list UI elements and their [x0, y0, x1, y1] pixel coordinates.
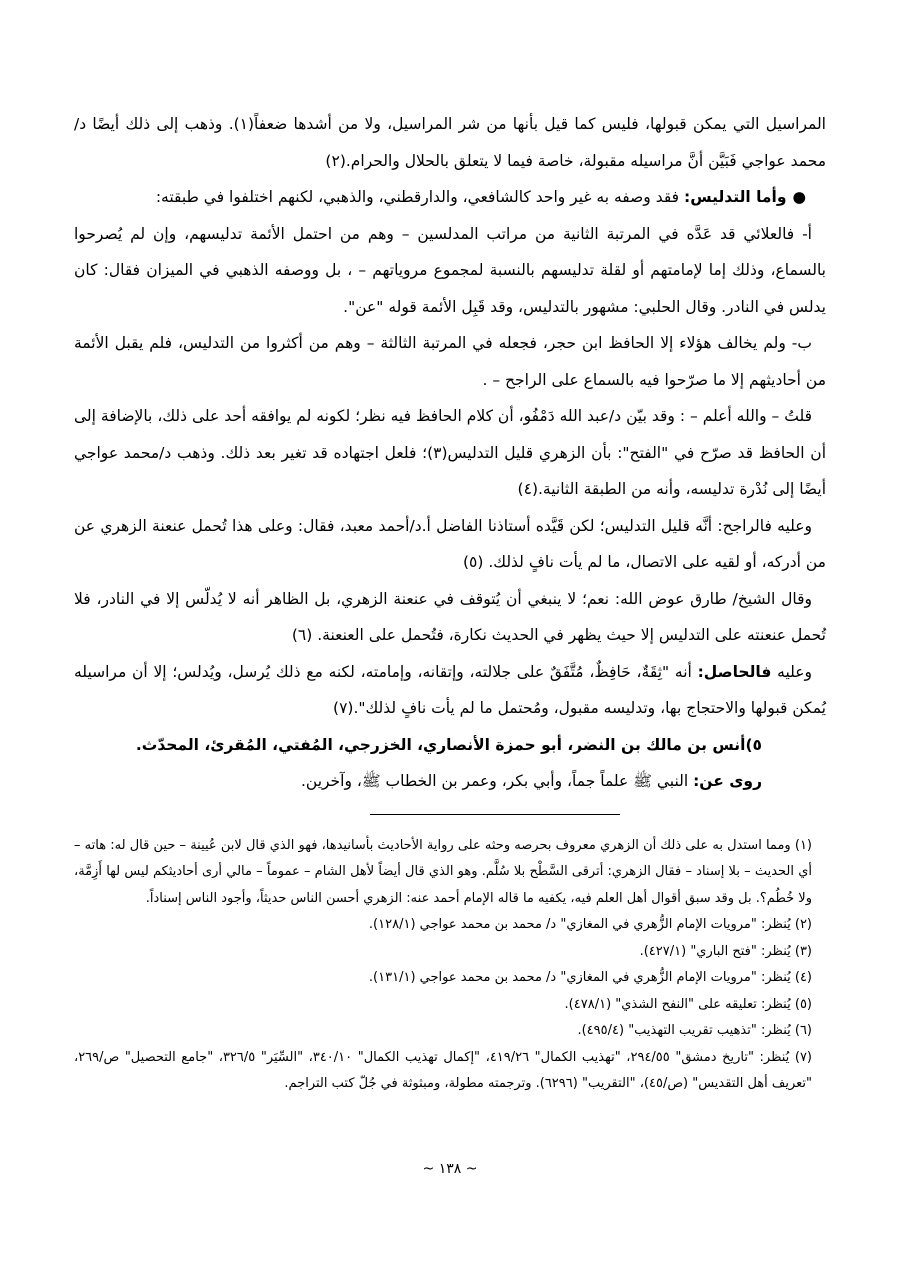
- narrated-text: النبي ﷺ علماً جماً، وأبي بكر، وعمر بن الخطاب ﷺ، وآخرين.: [300, 772, 694, 790]
- hasil-lead: فالحاصل:: [697, 662, 772, 681]
- page-number: ~ ١٣٨ ~: [422, 1161, 478, 1177]
- paragraph-alai: أ- فالعلائي قد عَدَّه في المرتبة الثانية من مراتب المدلسين – وهم من احتمل الأئمة تدليسهم، وإن لم يُصرحوا بالسماع، وذلك إما لإمامتهم أو لقلة تدليسهم بالنسبة لمجموع مروياتهم – ، بل ووصفه الذهبي في الميزان فقال: كان يدلس في النادر. وقال الحلبي: مشهور بالتدليس، وقد قَبِل الأئمة قوله "عن".: [74, 224, 826, 316]
- bullet-icon: ●: [792, 188, 806, 206]
- paragraph-tadlis: [74, 179, 826, 216]
- paragraph-hasil: [74, 654, 826, 727]
- footnotes: [74, 833, 826, 1098]
- footnote-2: (٢) يُنظر: "مرويات الإمام الزُّهري في المغازي" د/ محمد بن محمد عواجي (١٢٨/١).: [368, 917, 812, 932]
- paragraph-rajih: وعليه فالراجح: أنَّه قليل التدليس؛ لكن قَيَّده أستاذنا الفاضل أ.د/أحمد معبد، فقال: وعلى هذا تُحمل عنعنة الزهري عن من أدركه، أو لقيه على الاتصال، ما لم يأت نافٍ لذلك. (٥): [74, 516, 826, 571]
- narrated-lead: روى عن:: [693, 772, 762, 790]
- hasil-text: أنه "ثِقَةٌ، حَافِظٌ، مُتَّفَقٌ على جلالته، وإتقانه، وإمامته، لكنه مع ذلك يُرسل، ويُدلس؛ إلا أن مراسيله يُمكن قبولها والاحتجاج بها، وتدليسه مقبول، ومُحتمل ما لم يأت نافٍ لذلك".(٧): [74, 662, 826, 717]
- footnote-1: (١) ومما استدل به على ذلك أن الزهري معروف بحرصه وحثه على رواية الأحاديث بأسانيدها، فهو الذي قال لابن عُيينة – حين قال له: هاته – أي الحديث – بلا إسناد – فقال الزهري: أترقى السَّطْح بلا سُلَّم. وهو الذي قال أيضاً لأهل الشام – عموماً – مالي أرى أحاديثكم ليس لها أَزِمَّة، ولا خُطُم؟. بل وقد سبق أقوال أهل العلم فيه، يكفيه ما قاله الإمام أحمد عنه: الزهري أحسن الناس حديثاً، وأجود الناس إسناداً.: [74, 837, 812, 906]
- footnote-6: (٦) يُنظر: "تذهيب تقريب التهذيب" (٤٩٥/٤).: [577, 1023, 812, 1038]
- tadlis-text: فقد وصفه به غير واحد كالشافعي، والدارقطني، والذهبي، لكنهم اختلفوا في طبقته:: [155, 188, 685, 206]
- paragraph-qultu: قلتُ – والله أعلم – : وقد بيّن د/عبد الله دَمْفُو، أن كلام الحافظ فيه نظر؛ لكونه لم يوافقه أحد على ذلك، بالإضافة إلى أن الحافظ قد صرّح في "الفتح": بأن الزهري قليل التدليس(٣)؛ فلعل اجتهاده قد تغير بعد ذلك. وذهب د/محمد عواجي أيضًا إلى نُدْرة تدليسه، وأنه من الطبقة الثانية.(٤): [74, 407, 826, 498]
- footnote-divider: [370, 814, 620, 815]
- main-text: [74, 106, 826, 800]
- footnote-7: (٧) يُنظر: "تاريخ دمشق" ٢٩٤/٥٥، "تهذيب الكمال" ٤١٩/٢٦، "إكمال تهذيب الكمال" ٣٤٠/١٠، "السِّيَر" ٣٢٦/٥، "جامع التحصيل" ص/٢٦٩، "تعريف أهل التقديس" (ص/٤٥)، "التقريب" (٦٢٩٦). وترجمته مطولة، ومبثوثة في جُلّ كتب التراجم.: [74, 1049, 812, 1091]
- paragraph-mursal: المراسيل التي يمكن قبولها، فليس كما قيل بأنها من شر المراسيل، ولا من أشدها ضعفاً(١). وذهب إلى ذلك أيضًا د/محمد عواجي فَبَيَّن أنَّ مراسيله مقبولة، خاصة فيما لا يتعلق بالحلال والحرام.(٢): [74, 115, 826, 170]
- footnote-4: (٤) يُنظر: "مرويات الإمام الزُّهري في المغازي" د/ محمد بن محمد عواجي (١٣١/١).: [368, 970, 812, 985]
- tadlis-lead: وأما التدليس:: [684, 188, 787, 206]
- document-page: [74, 106, 826, 1098]
- narrated-from: [74, 763, 826, 800]
- section-heading-anas: ٥)أنس بن مالك بن النضر، أبو حمزة الأنصاري، الخزرجي، المُفتي، المُقرئ، المحدّث.: [135, 735, 762, 754]
- paragraph-ibn-hajar: ب- ولم يخالف هؤلاء إلا الحافظ ابن حجر، فجعله في المرتبة الثالثة – وهم من أكثروا من التدليس، فلم يقبل الأئمة من أحاديثهم إلا ما صرّحوا فيه بالسماع على الراجح – .: [74, 334, 826, 389]
- paragraph-tariq: وقال الشيخ/ طارق عوض الله: نعم؛ لا ينبغي أن يُتوقف في عنعنة الزهري، بل الظاهر أنه لا يُدلّس إلا في النادر، فلا تُحمل عنعنته على التدليس إلا حيث يظهر في الحديث نكارة، فتُحمل على العنعنة. (٦): [74, 589, 826, 644]
- footnote-5: (٥) يُنظر: تعليقه على "النفح الشذي" (٤٧٨/١).: [564, 996, 812, 1012]
- footnote-3: (٣) يُنظر: "فتح الباري" (٤٢٧/١).: [639, 943, 812, 959]
- hasil-pre: وعليه: [771, 662, 812, 681]
